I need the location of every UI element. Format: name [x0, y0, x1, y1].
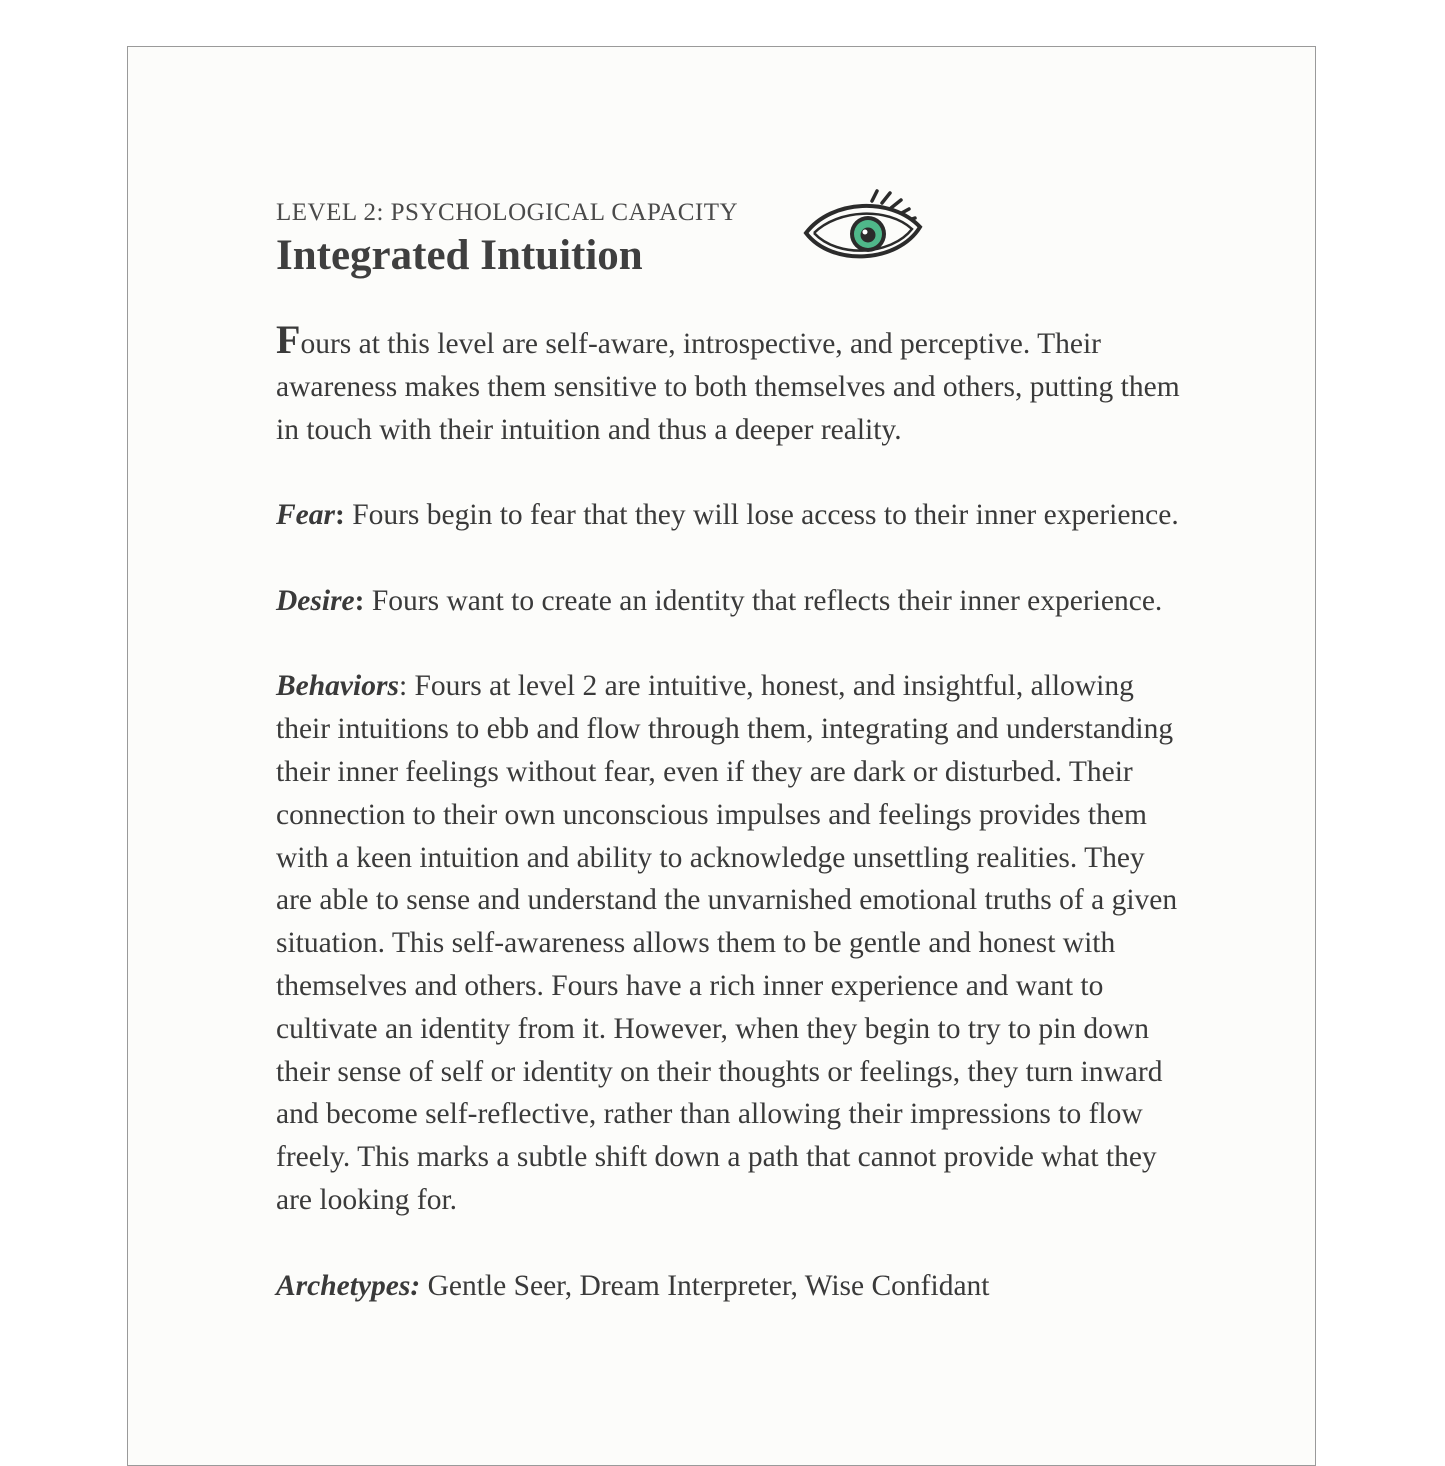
- behaviors-colon: :: [398, 670, 408, 703]
- fear-paragraph: [276, 494, 1186, 537]
- desire-text: Fours want to create an identity that reflects their inner experience.: [364, 584, 1163, 617]
- intro-paragraph: [276, 317, 1186, 451]
- level-eyebrow: LEVEL 2: PSYCHOLOGICAL CAPACITY: [276, 199, 739, 226]
- drop-cap: F: [276, 317, 301, 362]
- archetypes-label: Archetypes:: [276, 1269, 421, 1302]
- fear-text: Fours begin to fear that they will lose access to their inner experience.: [344, 499, 1179, 532]
- archetypes-text: Gentle Seer, Dream Interpreter, Wise Confidant: [420, 1269, 990, 1302]
- fear-colon: :: [335, 499, 345, 532]
- desire-paragraph: [276, 580, 1186, 623]
- archetypes-paragraph: [276, 1265, 1186, 1308]
- page-content: [276, 197, 1186, 1307]
- fear-label: Fear: [276, 499, 335, 532]
- behaviors-label: Behaviors: [276, 670, 399, 703]
- behaviors-paragraph: [276, 665, 1186, 1221]
- desire-colon: :: [354, 584, 365, 617]
- page-title: Integrated Intuition: [276, 232, 643, 279]
- desire-label: Desire: [276, 584, 355, 617]
- document-page: [127, 46, 1316, 1466]
- behaviors-text: Fours at level 2 are intuitive, honest, and insightful, allowing their intuitions to ebb and flow through them, integrating and understanding their inner feelings without fear, even if they are dark or disturbed. Their connection to their own unconscious impulses and feelings provides them with a keen intuition and ability to acknowledge unsettling realities. They are able to sense and understand the unvarnished emotional truths of a given situation. This self-awareness allows them to be gentle and honest with themselves and others. Fours have a rich inner experience and want to cultivate an identity from it. However, when they begin to try to pin down their sense of self or identity on their thoughts or feelings, they turn inward and become self-reflective, rather than allowing their impressions to flow freely. This marks a subtle shift down a path that cannot provide what they are looking for.: [276, 670, 1178, 1216]
- intro-text: ours at this level are self-aware, introspective, and perceptive. Their awareness makes them sensitive to both themselves and others, putting them in touch with their intuition and thus a deeper reality.: [276, 328, 1180, 446]
- eye-icon: [802, 189, 926, 273]
